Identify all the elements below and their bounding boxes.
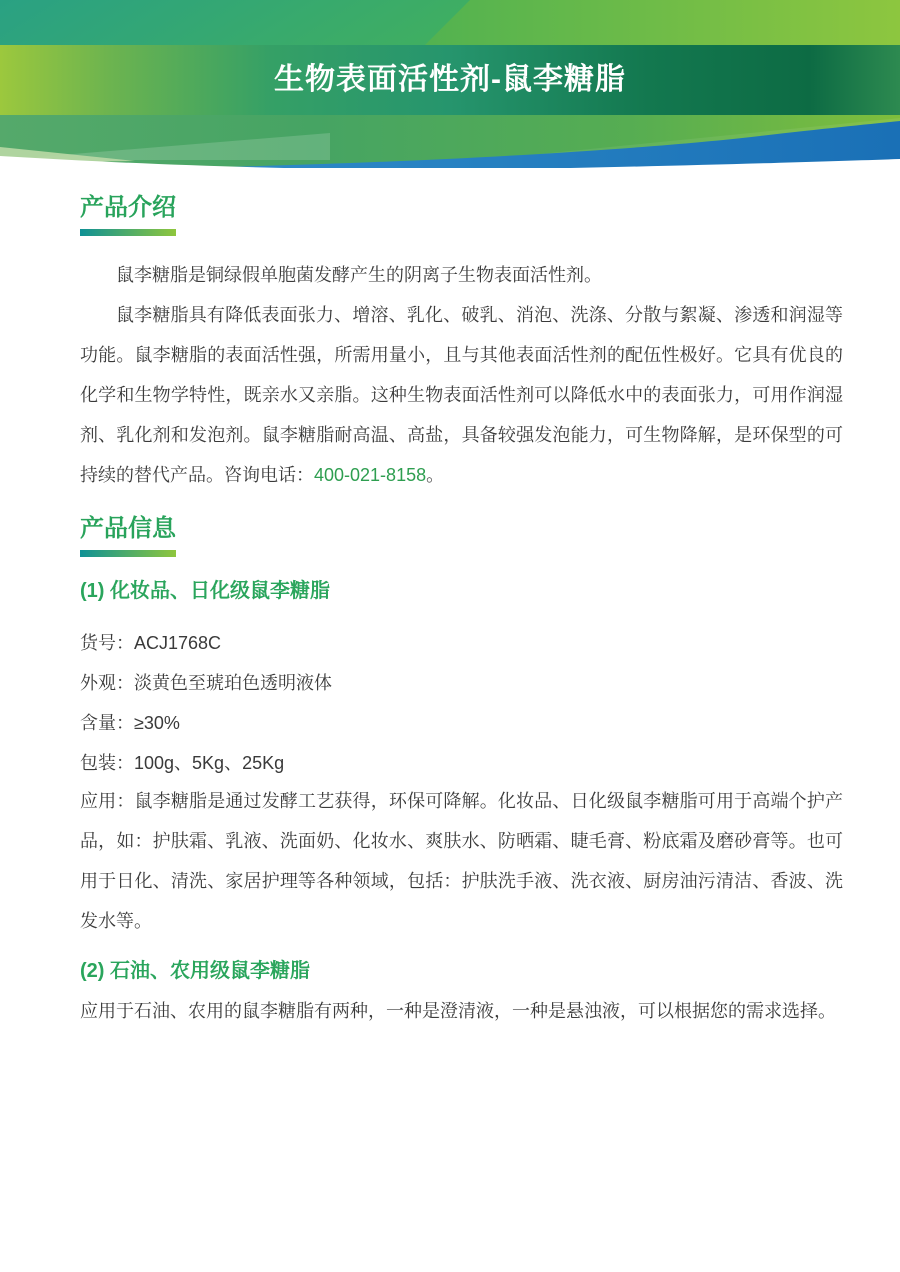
attribute-label: 外观： — [80, 673, 134, 693]
subsection-heading-1: (1) 化妆品、日化级鼠李糖脂 — [80, 580, 330, 602]
section2-paragraph: 应用于石油、农用的鼠李糖脂有两种，一种是澄清液，一种是悬浊液，可以根据您的需求选择。 — [80, 1001, 836, 1021]
page-title: 生物表面活性剂-鼠李糖脂 — [274, 63, 626, 96]
heading-underline-intro — [80, 229, 176, 236]
heading-underline-info — [80, 550, 176, 557]
section-heading-intro: 产品介绍 — [80, 194, 176, 221]
attribute-label: 货号： — [80, 633, 134, 653]
attribute-label: 包装： — [80, 753, 134, 773]
attribute-value: 100g、5Kg、25Kg — [134, 753, 285, 773]
intro-paragraph-2-suffix: 。 — [426, 465, 445, 485]
subsection-heading-2: (2) 石油、农用级鼠李糖脂 — [80, 960, 310, 982]
attribute-row-appearance — [80, 663, 843, 703]
product-attributes — [80, 623, 843, 783]
attribute-value: ≥30% — [134, 713, 180, 733]
intro-paragraph-1: 鼠李糖脂是铜绿假单胞菌发酵产生的阴离子生物表面活性剂。 — [116, 265, 602, 285]
application-paragraph: 应用：鼠李糖脂是通过发酵工艺获得，环保可降解。化妆品、日化级鼠李糖脂可用于高端个护产品，如：护肤霜、乳液、洗面奶、化妆水、爽肤水、防晒霜、睫毛膏、粉底霜及磨砂膏等。也可用于日化、清洗、家居护理等各种领域，包括：护肤洗手液、洗衣液、厨房油污清洁、香波、洗发水等。 — [80, 791, 843, 931]
attribute-value: 淡黄色至琥珀色透明液体 — [134, 673, 332, 693]
attribute-label: 含量： — [80, 713, 134, 733]
attribute-row-content — [80, 703, 843, 743]
attribute-value: ACJ1768C — [134, 633, 222, 653]
phone-number: 400-021-8158 — [314, 465, 427, 485]
section-heading-info: 产品信息 — [80, 515, 176, 542]
attribute-row-item-no — [80, 623, 843, 663]
header-banner — [0, 0, 900, 168]
content — [0, 194, 900, 1031]
intro-paragraph-2-text: 鼠李糖脂具有降低表面张力、增溶、乳化、破乳、消泡、洗涤、分散与絮凝、渗透和润湿等功能。鼠李糖脂的表面活性强，所需用量小，且与其他表面活性剂的配伍性极好。它具有优良的化学和生物学特性，既亲水又亲脂。这种生物表面活性剂可以降低水中的表面张力，可用作润湿剂、乳化剂和发泡剂。鼠李糖脂耐高温、高盐，具备较强发泡能力，可生物降解，是环保型的可持续的替代产品。咨询电话： — [80, 305, 843, 485]
attribute-row-packaging — [80, 743, 843, 783]
intro-paragraph-2 — [80, 295, 843, 495]
